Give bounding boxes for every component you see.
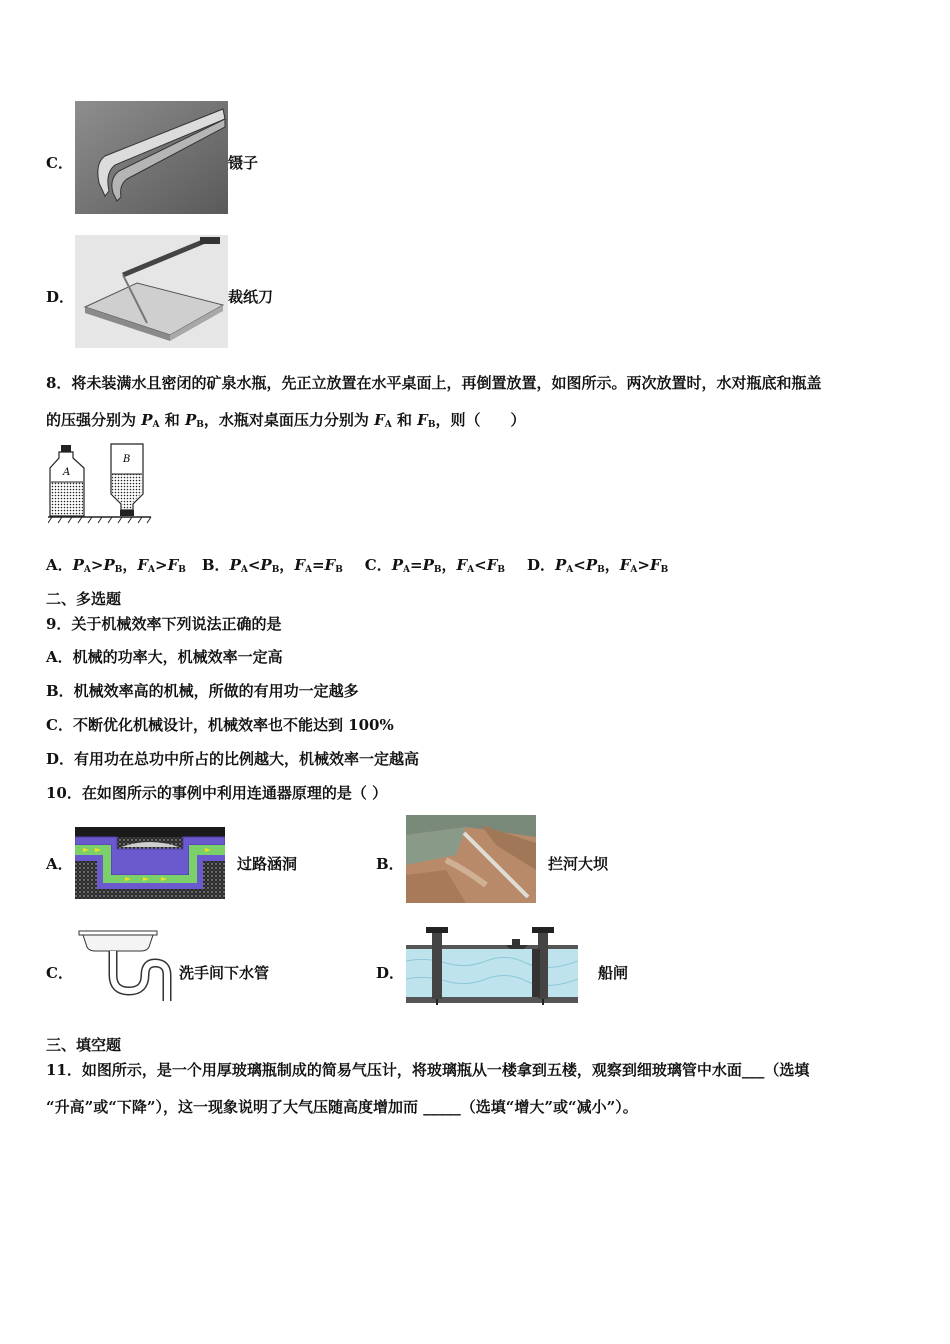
section-heading-fill-blank: 三、填空题 — [46, 1036, 122, 1054]
q11-stem-line2: “升高”或“下降”），这一现象说明了大气压随高度增加而 _____（选填“增大”或“减小”）。 — [46, 1098, 638, 1116]
culvert-caption: 过路涵洞 — [237, 855, 298, 873]
q8-option-a[interactable]: A．$P_A>P_B$，$F_A>F_B$ — [46, 556, 186, 575]
q8-option-c[interactable]: C．$P_A=P_B$，$F_A<F_B$ — [364, 556, 505, 575]
dam-image — [406, 815, 536, 903]
q11-stem-line1: 11．如图所示，是一个用厚玻璃瓶制成的简易气压计，将玻璃瓶从一楼拿到五楼，观察到细玻璃管中水面___（选填 — [46, 1061, 810, 1079]
sink-drain-caption: 洗手间下水管 — [179, 964, 270, 982]
q9-option-c[interactable]: C．不断优化机械设计，机械效率也不能达到 100% — [46, 716, 394, 734]
sink-drain-image — [77, 925, 179, 1003]
paper-cutter-image — [75, 235, 228, 348]
option-d-letter: D． — [46, 288, 75, 306]
option-c-letter: C． — [46, 154, 73, 172]
q10-stem: 10．在如图所示的事例中利用连通器原理的是（ ） — [46, 784, 388, 802]
q10-option-b-letter[interactable]: B． — [376, 855, 404, 873]
q8-stem-line1: 8．将未装满水且密闭的矿泉水瓶，先正立放置在水平桌面上，再倒置放置，如图所示。两次放置时，水对瓶底和瓶盖 — [46, 374, 822, 392]
figure-label-b: B — [123, 454, 131, 465]
q8-stem-line2: 的压强分别为 $P_A$ 和 $P_B$，水瓶对桌面压力分别为 $F_A$ 和 $F_B$，则（ ） — [46, 411, 526, 430]
figure-label-a: A — [63, 467, 71, 478]
q8-option-b[interactable]: B．$P_A<P_B$，$F_A=F_B$ — [201, 556, 343, 575]
q9-stem: 9．关于机械效率下列说法正确的是 — [46, 615, 282, 633]
ship-lock-image — [406, 921, 578, 1005]
tweezers-caption: 镊子 — [228, 154, 259, 172]
q9-option-b[interactable]: B．机械效率高的机械，所做的有用功一定越多 — [46, 682, 359, 700]
paper-cutter-caption: 裁纸刀 — [228, 288, 274, 306]
section-heading-multi-choice: 二、多选题 — [46, 590, 122, 608]
culvert-image — [75, 827, 225, 899]
q8-options — [46, 554, 668, 575]
q10-option-d-letter[interactable]: D． — [376, 964, 405, 982]
tweezers-image — [75, 101, 228, 214]
q8-option-d[interactable]: D．$P_A<P_B$，$F_A>F_B$ — [526, 556, 669, 575]
q9-option-a[interactable]: A．机械的功率大，机械效率一定高 — [46, 648, 283, 666]
dam-caption: 拦河大坝 — [548, 855, 609, 873]
bottles-figure — [48, 440, 153, 525]
q9-option-d[interactable]: D．有用功在总功中所占的比例越大，机械效率一定越高 — [46, 750, 420, 768]
q10-option-c-letter[interactable]: C． — [46, 964, 73, 982]
ship-lock-caption: 船闸 — [598, 964, 629, 982]
q10-option-a-letter[interactable]: A． — [46, 855, 73, 873]
